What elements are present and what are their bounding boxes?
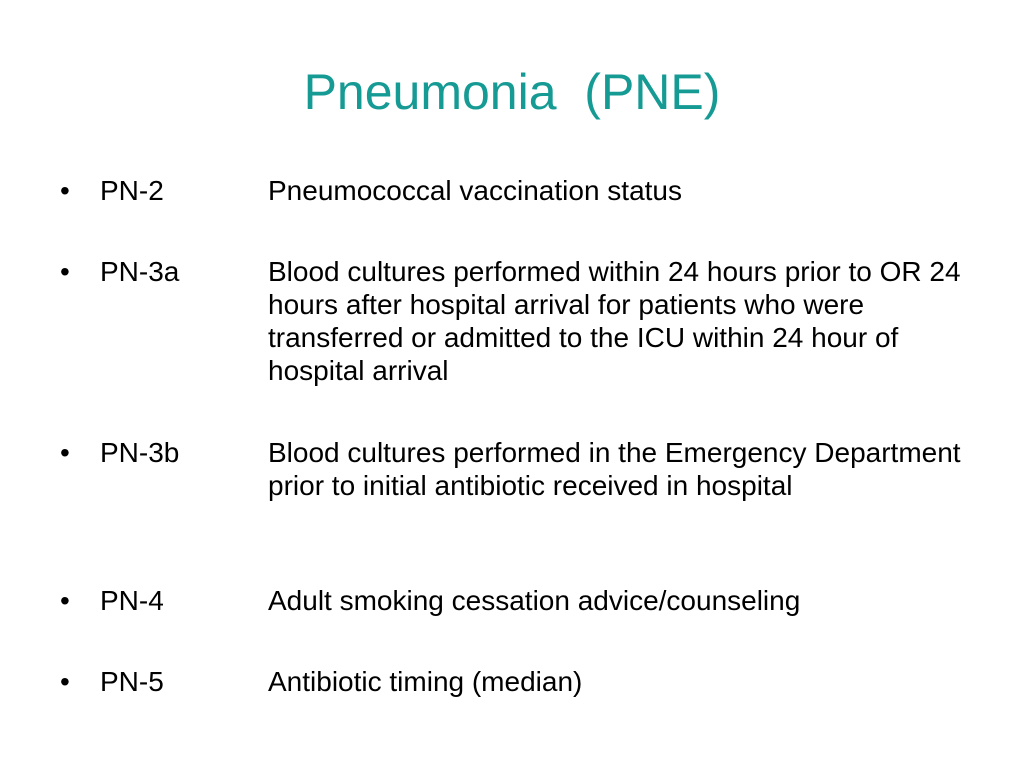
bullet-dot: • bbox=[60, 585, 70, 616]
measure-code: PN-2 bbox=[100, 175, 164, 206]
bullet-dot: • bbox=[60, 175, 70, 206]
measure-description: Adult smoking cessation advice/counseling bbox=[268, 585, 801, 616]
slide-title: Pneumonia (PNE) bbox=[303, 64, 721, 120]
bullet-dot: • bbox=[60, 666, 70, 697]
measure-description: Blood cultures performed in the Emergency Department prior to initial antibiotic received in hospital bbox=[268, 437, 961, 501]
measure-code: PN-3a bbox=[100, 256, 180, 287]
measure-code: PN-5 bbox=[100, 666, 164, 697]
measure-code: PN-4 bbox=[100, 585, 164, 616]
measure-description: Antibiotic timing (median) bbox=[268, 666, 583, 697]
measure-description: Pneumococcal vaccination status bbox=[268, 175, 682, 206]
bullet-dot: • bbox=[60, 437, 70, 468]
bullet-dot: • bbox=[60, 256, 70, 287]
measure-code: PN-3b bbox=[100, 437, 180, 468]
measure-description: Blood cultures performed within 24 hours prior to OR 24 hours after hospital arrival for patients who were transferred or admitted to the ICU within 24 hour of hospital arrival bbox=[268, 256, 961, 386]
